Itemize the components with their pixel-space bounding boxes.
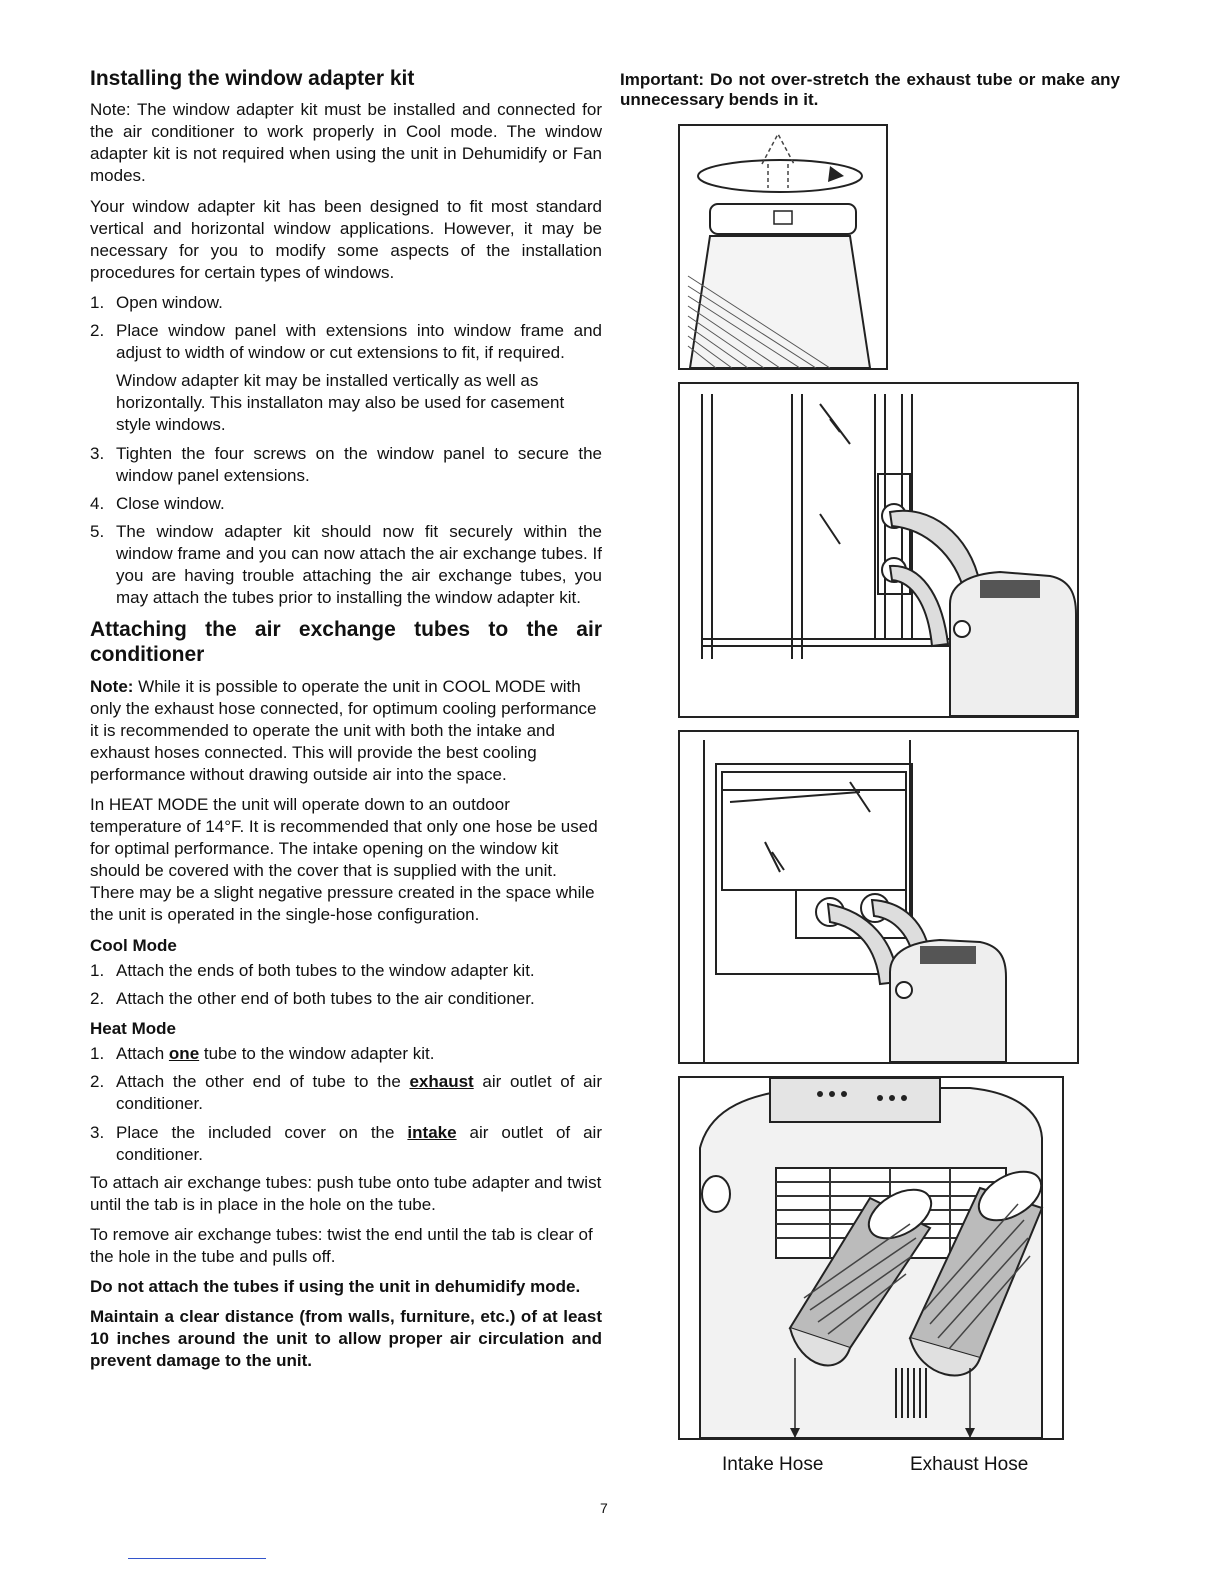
figure-ac-hoses [678,1076,1064,1440]
heat-mode-title: Heat Mode [90,1019,176,1038]
figure-horizontal-window [678,730,1079,1064]
list-item: 1. Attach the ends of both tubes to the window adapter kit. [90,960,535,980]
window-kit-steps [90,292,602,364]
list-item: 4. Close window. [90,493,225,513]
attach-tubes-paragraph: To attach air exchange tubes: push tube onto tube adapter and twist until the tab is in place in the hole on the tube. [90,1172,602,1214]
clearance-warning: Maintain a clear distance (from walls, furniture, etc.) of at least 10 inches around the unit to allow proper air circulation and prevent damage to the unit. [90,1307,602,1371]
figure-tube-twist [678,124,888,370]
page-number: 7 [600,1500,608,1516]
figure-vertical-window [678,382,1079,718]
dehumidify-warning: Do not attach the tubes if using the unit in dehumidify mode. [90,1277,581,1297]
list-item: 2. Place window panel with extensions into window frame and adjust to width of window or cut extensions to fit, if required. [90,321,602,363]
ac-hoses-illustration [680,1078,1062,1438]
list-item: 1. Open window. [90,292,223,312]
section-title-window-kit: Installing the window adapter kit [90,67,415,90]
list-item: 2. Attach the other end of both tubes to the air conditioner. [90,988,535,1008]
list-item: 5. The window adapter kit should now fit securely within the window frame and you can now attach the air exchange tubes. If you are having trouble attaching the air exchange tubes, you may attach the tubes prior to installing the window adapter kit. [90,521,602,608]
window-kit-steps-cont [90,443,602,610]
caption-intake-hose: Intake Hose [722,1454,824,1475]
important-note: Important: Do not over-stretch the exhaust tube or make any unnecessary bends in it. [620,70,1120,110]
cool-mode-steps [90,960,602,1010]
remove-tubes-paragraph: To remove air exchange tubes: twist the end until the tab is clear of the hole in the tube and pulls off. [90,1224,593,1266]
footer-divider [128,1558,266,1559]
heat-mode-steps [90,1043,602,1165]
window-kit-intro: Your window adapter kit has been designed to fit most standard vertical and horizontal window applications. However, it may be necessary for you to modify some aspects of the installation procedures for certain types of windows. [90,196,602,282]
heat-mode-paragraph: In HEAT MODE the unit will operate down to an outdoor temperature of 14°F. It is recommended that only one hose be used for optimal performance. The intake opening on the window kit should be covered with the cover that is supplied with the unit. There may be a slight negative pressure created in the space while the unit is operated in the single-hose configuration. [90,795,598,925]
caption-exhaust-hose: Exhaust Hose [910,1454,1029,1475]
step2-note: Window adapter kit may be installed vertically as well as horizontally. This installaton may also be used for casement style windows. [116,371,565,435]
tube-twist-illustration [680,126,886,368]
right-column [620,70,1120,111]
vertical-window-illustration [680,384,1077,716]
section-title-air-exchange: Attaching the air exchange tubes to the air conditioner [90,618,602,667]
list-item: 3. Place the included cover on the intake air outlet of air conditioner. [90,1122,602,1164]
left-column [90,66,602,1380]
list-item: 2. Attach the other end of tube to the exhaust air outlet of air conditioner. [90,1072,602,1114]
horizontal-window-illustration [680,732,1077,1062]
list-item: 1. Attach one tube to the window adapter kit. [90,1044,435,1064]
window-kit-note: Note: The window adapter kit must be installed and connected for the air conditioner to work properly in Cool mode. The window adapter kit is not required when using the unit in Dehumidify or Fan modes. [90,100,602,186]
list-item: 3. Tighten the four screws on the window panel to secure the window panel extensions. [90,443,602,485]
air-exchange-note: Note: While it is possible to operate the unit in COOL MODE with only the exhaust hose connected, for optimum cooling performance it is recommended to operate the unit with both the intake and exhaust hoses connected. This will provide the best cooling performance without drawing outside air into the space. [90,676,597,784]
cool-mode-title: Cool Mode [90,935,177,955]
